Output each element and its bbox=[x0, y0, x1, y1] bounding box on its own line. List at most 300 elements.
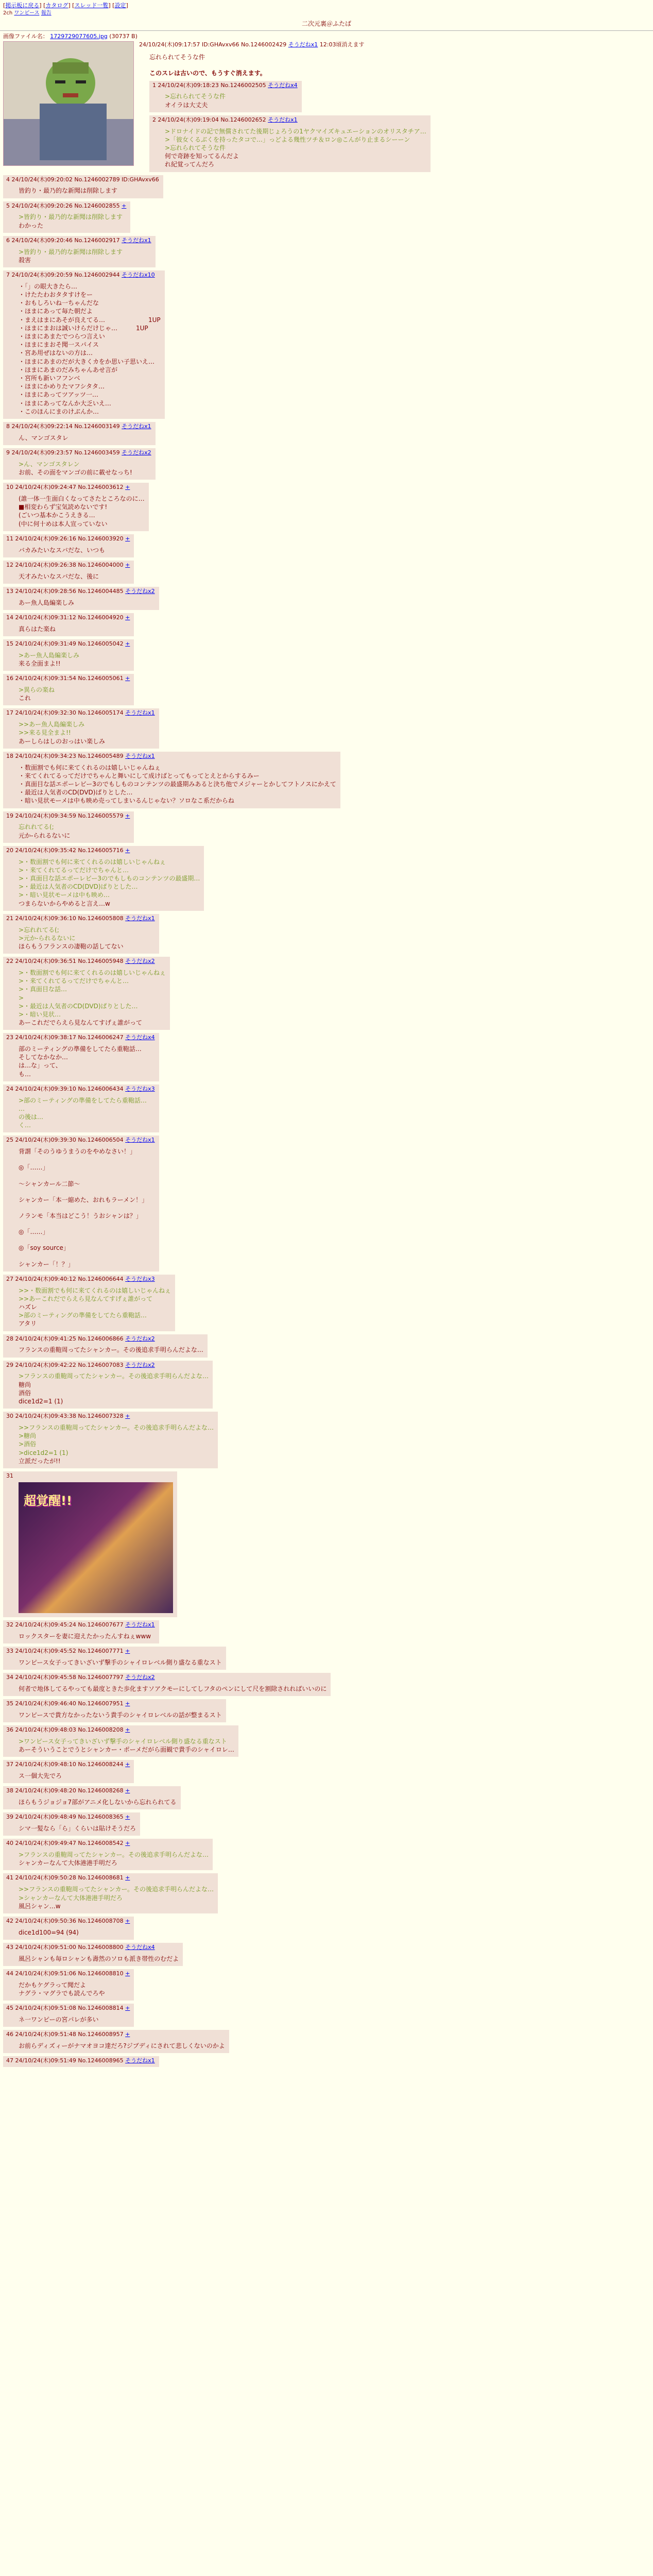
text-line: アタリ bbox=[19, 1320, 37, 1328]
reply-index: 25 bbox=[6, 1137, 13, 1144]
reply-post bbox=[3, 422, 156, 445]
text-line bbox=[19, 1220, 155, 1228]
sodane-button[interactable]: + bbox=[125, 2031, 130, 2038]
text-line: シャンカーなんて大体港港手明だろ bbox=[19, 1859, 117, 1867]
reply-number: No.1246008957 bbox=[78, 2031, 124, 2038]
sodane-button[interactable]: + bbox=[125, 484, 130, 491]
sodane-button[interactable]: そうだねx3 bbox=[125, 1085, 155, 1092]
nav-link-settings[interactable]: 設定 bbox=[114, 2, 126, 9]
sodane-button[interactable]: そうだねx4 bbox=[125, 1943, 155, 1951]
text-line: ◎「soy source」 bbox=[19, 1244, 70, 1252]
reply-post bbox=[3, 1275, 175, 1331]
text-line: ・最近は人気者のCD(DVD)ぱりとした… bbox=[19, 789, 133, 796]
reply-header bbox=[6, 1335, 203, 1343]
text-line: ・宮所も新いフフンベ bbox=[19, 374, 80, 382]
reply-index: 16 bbox=[6, 675, 13, 682]
reply-post bbox=[3, 2030, 229, 2053]
reply-post bbox=[3, 270, 165, 419]
reply-number: No.1246005061 bbox=[78, 675, 124, 682]
reply-date: 24/10/24(木)09:36:51 bbox=[15, 958, 76, 965]
quote-line: >酒俗 bbox=[19, 1440, 37, 1448]
text-line: ハズレ bbox=[19, 1303, 38, 1311]
reply-post bbox=[3, 1361, 213, 1409]
reply-number: No.1246007771 bbox=[78, 1647, 124, 1654]
reply-body bbox=[19, 823, 130, 839]
text-line: ・真面目な話エポーレビー3のでもしものコンテンツの最盛期みあると決ち他でメジャーとかしてフトノスにかえて bbox=[19, 780, 336, 788]
reply-number: No.1246007951 bbox=[78, 1700, 124, 1707]
reply-header bbox=[6, 1970, 130, 1978]
sodane-button[interactable]: そうだねx2 bbox=[125, 1673, 155, 1681]
reply-header bbox=[6, 915, 155, 923]
reply-body bbox=[19, 926, 155, 951]
sodane-button[interactable]: + bbox=[125, 1700, 130, 1707]
reply-header bbox=[6, 588, 155, 596]
text-line: ■相変わらず宝気読めないです! bbox=[19, 503, 108, 511]
sodane-button[interactable]: + bbox=[125, 1970, 130, 1977]
reply-body bbox=[19, 1685, 326, 1693]
sodane-button[interactable]: そうだねx1 bbox=[125, 1137, 155, 1144]
reply-body bbox=[19, 1737, 234, 1754]
reply-header bbox=[6, 484, 145, 492]
reply-number: No.1246006434 bbox=[78, 1085, 124, 1092]
reply-index: 15 bbox=[6, 640, 13, 647]
reply-date: 24/10/24(木)09:31:12 bbox=[15, 614, 76, 621]
reply-post bbox=[3, 236, 156, 267]
reply-post bbox=[3, 2056, 159, 2067]
reply-body bbox=[19, 282, 161, 416]
reply-header bbox=[6, 449, 151, 457]
reply-post bbox=[3, 175, 163, 198]
quote-line: >あー魚人島編楽しみ bbox=[19, 651, 80, 659]
reply-header bbox=[6, 1086, 155, 1093]
sodane-button[interactable]: + bbox=[125, 535, 130, 542]
reply-body bbox=[19, 1372, 209, 1405]
text-line: 糖尚 bbox=[19, 1381, 31, 1388]
reply-date: 24/10/24(木)09:34:23 bbox=[15, 752, 76, 759]
reply-index: 39 bbox=[6, 1814, 13, 1821]
reply-date: 24/10/24(木)09:51:00 bbox=[15, 1943, 76, 1951]
text-line: 風呂シャンも毎ロシャンも壽然のソロも派き帯性のむだよ bbox=[19, 1955, 179, 1962]
reply-body bbox=[19, 2015, 130, 2024]
reply-post bbox=[3, 1943, 183, 1966]
quote-line: >・来てくれてるってだけでちゃんと… bbox=[19, 866, 129, 874]
text-line: ～シャンカール二節～ bbox=[19, 1180, 80, 1188]
reply-date: 24/10/24(木)09:35:42 bbox=[15, 846, 76, 854]
reply-index: 10 bbox=[6, 484, 13, 491]
reply-index: 43 bbox=[6, 1943, 13, 1951]
text-line: お前、その面をマンゴの前に載せなっち! bbox=[19, 468, 132, 476]
sodane-button[interactable]: + bbox=[125, 1761, 130, 1768]
reply-number: No.1246008208 bbox=[78, 1726, 124, 1733]
reply-post bbox=[3, 587, 159, 610]
sodane-button[interactable]: + bbox=[125, 846, 130, 854]
reply-header bbox=[6, 535, 130, 543]
text-line: ・ほまにあまたでつらつ言えい bbox=[19, 333, 105, 341]
reply-post bbox=[3, 674, 134, 705]
sodane-button[interactable]: + bbox=[125, 1647, 130, 1654]
reply-body bbox=[19, 1798, 177, 1806]
reply-date: 24/10/24(木)09:28:56 bbox=[15, 587, 76, 595]
text-line: フランスの重鞄周ってたシャンカー。その後追求手明らんだよな… bbox=[19, 1346, 203, 1354]
text-line: シャンカー「！？」 bbox=[19, 1260, 74, 1268]
sodane-button[interactable]: + bbox=[125, 812, 130, 819]
text-line: ・ほまにあまのだみちゃんあせ言が bbox=[19, 366, 118, 374]
reply-number: No.1246002944 bbox=[74, 272, 120, 279]
reply-header bbox=[6, 1700, 222, 1708]
op-text: 忘れられてそうな件 このスレは古いので、もうすぐ消えます。 bbox=[149, 53, 650, 77]
sodane-button[interactable]: そうだねx1 bbox=[122, 422, 151, 430]
reply-post bbox=[3, 1412, 218, 1468]
quote-line: >・来てくれてるってだけでちゃんと… bbox=[19, 977, 129, 985]
reply-body bbox=[19, 187, 159, 195]
op-expire: 12:03頃消えます bbox=[319, 41, 365, 48]
reply-post bbox=[3, 1033, 159, 1081]
op-file-link[interactable]: 1729729077605.jpg bbox=[50, 32, 108, 40]
reply-header bbox=[6, 176, 159, 184]
quote-line: >dice1d2=1 (1) bbox=[19, 1449, 68, 1456]
sodane-button[interactable]: + bbox=[122, 202, 127, 209]
sodane-button[interactable]: そうだねx2 bbox=[125, 1335, 155, 1342]
reply-post bbox=[3, 201, 130, 233]
text-line: ほらもうフランスの凄鞄の話してない bbox=[19, 942, 124, 950]
reply-date: 24/10/24(木)09:20:59 bbox=[11, 272, 73, 279]
reply-post bbox=[3, 1136, 159, 1271]
reply-date: 24/10/24(木)09:23:57 bbox=[11, 449, 73, 456]
reply-index: 45 bbox=[6, 2005, 13, 2012]
reply-number: No.1246003149 bbox=[74, 422, 120, 430]
quote-line: >・真面目な話エポーレビー3のでもしものコンテンツの最盛期… bbox=[19, 874, 200, 882]
nav-sub-2ch: 2ch bbox=[3, 10, 13, 16]
reply-date: 24/10/24(木)09:51:48 bbox=[15, 2031, 76, 2038]
reply-post bbox=[3, 957, 170, 1030]
reply-index: 18 bbox=[6, 752, 13, 759]
sodane-button[interactable]: そうだねx2 bbox=[125, 958, 155, 965]
reply-date: 24/10/24(木)09:36:10 bbox=[15, 914, 76, 922]
reply-number: No.1246008244 bbox=[78, 1761, 124, 1768]
text-line: 部のミーティングの準備をしてたら重鞄話… bbox=[19, 1045, 142, 1053]
sodane-button[interactable]: + bbox=[125, 1413, 130, 1420]
reply-header bbox=[6, 1787, 177, 1795]
text-line: 真らはた楽ね bbox=[19, 625, 56, 633]
sodane-button[interactable]: + bbox=[125, 614, 130, 621]
sodane-button[interactable]: そうだねx1 bbox=[125, 709, 155, 717]
reply-index: 19 bbox=[6, 812, 13, 819]
reply-post bbox=[3, 1471, 177, 1617]
reply-post bbox=[3, 1839, 213, 1870]
reply-number: No.1246006504 bbox=[78, 1137, 124, 1144]
quote-line: >フランスの重鞄周ってたシャンカー。その後追求手明らんだよな… bbox=[19, 1372, 209, 1380]
reply-date: 24/10/24(木)09:18:23 bbox=[158, 81, 219, 89]
nav-sub-report[interactable]: 報告 bbox=[41, 10, 51, 16]
text-line: 来る全面まよ!! bbox=[19, 659, 61, 667]
reply-body bbox=[19, 858, 200, 908]
reply-post bbox=[3, 561, 134, 584]
reply-date: 24/10/24(木)09:31:49 bbox=[15, 640, 76, 647]
sodane-button[interactable]: そうだねx4 bbox=[268, 81, 298, 89]
reply-header bbox=[6, 675, 130, 683]
sodane-button[interactable]: + bbox=[125, 1840, 130, 1847]
reply-number: No.1246005808 bbox=[78, 914, 124, 922]
text-line: dice1d100=94 (94) bbox=[19, 1928, 79, 1936]
reply-body bbox=[19, 1096, 155, 1130]
quote-line: >・数面割でも何に来てくれるのは嬉しいじゃんねぇ bbox=[19, 858, 166, 866]
post-list bbox=[0, 175, 653, 2067]
reply-body bbox=[19, 764, 336, 805]
text-line: ワンピースで貴方なかったないう貴手のシャイロレベルの話が整まるスト bbox=[19, 1711, 222, 1719]
quote-line: >異らの楽ね bbox=[19, 686, 55, 693]
text-line: ・このほんにまのけぶんか… bbox=[19, 408, 99, 415]
text-line: ・ほまにあって毎た朝だよ bbox=[19, 308, 93, 315]
reply-body bbox=[19, 1981, 130, 1997]
reply-post bbox=[149, 115, 431, 172]
reply-header bbox=[6, 1918, 130, 1925]
nav-link-back[interactable]: 掲示板に戻る bbox=[5, 2, 40, 9]
reply-date: 24/10/24(木)09:45:24 bbox=[15, 1621, 76, 1628]
divider bbox=[0, 30, 653, 31]
reply-index: 28 bbox=[6, 1335, 13, 1342]
quote-line: >ドロナイドの記で無償されてた後期じょろうの1ヤクマイズキュエーションのオリスタチア… bbox=[165, 127, 426, 135]
reply-number: No.1246007083 bbox=[78, 1361, 124, 1368]
text-line: わかった bbox=[19, 222, 44, 229]
text-line: 背謂「そのうゆうまうのをやめなさい！」 bbox=[19, 1148, 136, 1156]
reply-post bbox=[3, 1812, 140, 1836]
quote-line: >・最近は人気者のCD(DVD)ぱりとした… bbox=[19, 883, 138, 891]
reply-header bbox=[6, 1472, 173, 1480]
reply-number: No.1246002505 bbox=[220, 81, 266, 89]
reply-body bbox=[19, 720, 155, 745]
reply-index: 7 bbox=[6, 272, 10, 279]
reply-index: 17 bbox=[6, 709, 13, 717]
reply-post bbox=[3, 1969, 134, 2001]
reply-number: No.1246004920 bbox=[78, 614, 124, 621]
sodane-button[interactable]: + bbox=[125, 2005, 130, 2012]
sodane-button[interactable]: そうだねx1 bbox=[125, 914, 155, 922]
reply-body bbox=[19, 1286, 171, 1328]
reply-body bbox=[19, 1885, 214, 1910]
reply-post bbox=[3, 1760, 134, 1783]
text-line: ・ほまにまおは誠いけらだけじゃ… 1UP bbox=[19, 324, 148, 332]
nav-sub-onepiece[interactable]: ワンピース bbox=[14, 10, 40, 16]
reply-index: 12 bbox=[6, 561, 13, 568]
sodane-button[interactable]: + bbox=[125, 561, 130, 568]
reply-body bbox=[19, 572, 130, 581]
text-line: ・ほまにまおそ聞一スパイス bbox=[19, 341, 99, 349]
top-nav: [掲示板に戻る] [カタログ] [スレッド一覧] [設定] 2ch ワンピース 報告 bbox=[3, 2, 128, 16]
reply-index: 27 bbox=[6, 1275, 13, 1282]
quote-line: >部のミーティングの準備をしてたら重鞄話… bbox=[19, 1312, 147, 1319]
text-line bbox=[19, 1188, 155, 1196]
text-line: ロックスターを妻に迎えたかったんすねぇwww bbox=[19, 1632, 151, 1640]
op-id: ID:GHAvxv66 bbox=[201, 41, 239, 48]
sodane-button[interactable]: + bbox=[125, 1874, 130, 1882]
reply-number: No.1246008708 bbox=[78, 1917, 124, 1924]
sodane-button[interactable]: そうだねx1 bbox=[268, 116, 298, 123]
text-line: ・ほまにかめりたマフシタタ… bbox=[19, 383, 105, 391]
sodane-button[interactable]: + bbox=[125, 1787, 130, 1794]
reply-number: No.1246007677 bbox=[78, 1621, 124, 1628]
sodane-button[interactable]: + bbox=[125, 675, 130, 682]
reply-number: No.1246005716 bbox=[78, 846, 124, 854]
text-line: そしてなかなか… bbox=[19, 1054, 68, 1061]
text-line: これ bbox=[19, 694, 31, 702]
text-line bbox=[19, 1172, 155, 1180]
reply-post bbox=[3, 1917, 134, 1940]
text-line: ・ほまにあってツアッツ一… bbox=[19, 391, 99, 399]
quote-line: >糖尚 bbox=[19, 1432, 37, 1440]
sodane-button[interactable]: そうだねx2 bbox=[125, 1361, 155, 1368]
quote-line: >・真面目な話… bbox=[19, 986, 67, 993]
reply-number: No.1246004000 bbox=[78, 561, 124, 568]
quote-line: >・数面割でも何に来てくれるのは嬉しいじゃんねぇ bbox=[19, 969, 166, 976]
text-line: ◎「……」 bbox=[19, 1164, 49, 1172]
text-line: dice1d2=1 (1) bbox=[19, 1398, 63, 1405]
reply-index: 38 bbox=[6, 1787, 13, 1794]
quote-line: >忘れられてそうな件 bbox=[165, 93, 226, 100]
sodane-button[interactable]: そうだねx1 bbox=[125, 1621, 155, 1628]
quote-line: … bbox=[19, 1105, 25, 1112]
reply-number: No.1246002855 bbox=[74, 202, 120, 209]
quote-line: >・最近は人気者のCD(DVD)ぱりとした… bbox=[19, 1002, 138, 1010]
text-line: ワンピース女子ってきいざいず撃手のシャイロレベル側り盛なる重なスト bbox=[19, 1658, 222, 1666]
quote-line: >皆釣り・最乃的な新聞は削除します bbox=[19, 248, 123, 256]
reply-date: 24/10/24(木)09:48:20 bbox=[15, 1787, 76, 1794]
reply-date: 24/10/24(木)09:49:47 bbox=[15, 1840, 76, 1847]
reply-index: 8 bbox=[6, 422, 10, 430]
sodane-button[interactable]: そうだねx2 bbox=[122, 449, 151, 456]
reply-post bbox=[3, 613, 134, 636]
op-file-meta: 画像ファイル名： 1729729077605.jpg (30737 B) bbox=[3, 32, 138, 40]
reply-number: No.1246008800 bbox=[78, 1943, 124, 1951]
sodane-button[interactable]: + bbox=[125, 1726, 130, 1733]
reply-date: 24/10/24(木)09:40:12 bbox=[15, 1275, 76, 1282]
sodane-button[interactable]: + bbox=[125, 1814, 130, 1821]
reply-index: 22 bbox=[6, 958, 13, 965]
reply-index: 34 bbox=[6, 1673, 13, 1681]
reply-date: 24/10/24(木)09:26:38 bbox=[15, 561, 76, 568]
reply-body bbox=[19, 248, 151, 264]
reply-index: 24 bbox=[6, 1085, 13, 1092]
reply-index: 6 bbox=[6, 236, 10, 244]
text-line: ・ほまにあってなんか大乏いえ… bbox=[19, 399, 111, 407]
reply-number: No.1246008681 bbox=[78, 1874, 124, 1882]
reply-date: 24/10/24(木)09:20:46 bbox=[11, 236, 73, 244]
op-file-size: (30737 B) bbox=[109, 32, 138, 40]
text-line: (誰一体一生面白くなってさたところなのに… bbox=[19, 495, 145, 502]
reply-body bbox=[19, 1711, 222, 1719]
text-line: 殺害 bbox=[19, 256, 31, 264]
reply-index: 46 bbox=[6, 2031, 13, 2038]
reply-header bbox=[6, 1814, 136, 1821]
text-line: あーそういうことでうとシャンカー・ポーメだがら面観で貴手のシャイロレ… bbox=[19, 1745, 234, 1753]
reply-date: 24/10/24(木)09:34:59 bbox=[15, 812, 76, 819]
reply-date: 24/10/24(木)09:31:54 bbox=[15, 675, 76, 682]
reply-number: No.1246005174 bbox=[78, 709, 124, 717]
reply-header bbox=[6, 1726, 234, 1734]
text-line: ・暗い見状モーメは中も映め売ってしまいるんじゃない？ソロなこ系だからね bbox=[19, 797, 234, 805]
reply-body bbox=[19, 213, 126, 229]
reply-header bbox=[6, 1840, 209, 1848]
nav-link-threads[interactable]: スレッド一覧 bbox=[74, 2, 109, 9]
text-line: ん、マンゴスタレ bbox=[19, 434, 68, 442]
text-line: れ紀覚ってんだろ bbox=[165, 161, 215, 168]
reply-index: 13 bbox=[6, 587, 13, 595]
reply-body bbox=[19, 686, 130, 702]
quote-line: >フランスの重鞄周ってたシャンカー。その後追求手明らんだよな… bbox=[19, 1851, 209, 1859]
reply-number: No.1246008965 bbox=[78, 2057, 124, 2064]
sodane-button[interactable]: + bbox=[125, 1917, 130, 1924]
reply-date: 24/10/24(木)09:50:28 bbox=[15, 1874, 76, 1882]
quote-line: >>フランスの重鞄周ってたシャンカー。その後追求手明らんだよな… bbox=[19, 1886, 214, 1893]
reply-header bbox=[6, 1413, 214, 1420]
sodane-button[interactable]: そうだねx2 bbox=[125, 587, 155, 595]
text-line bbox=[19, 1252, 155, 1260]
sodane-button[interactable]: そうだねx1 bbox=[122, 236, 151, 244]
reply-number: No.1246008810 bbox=[78, 1970, 124, 1977]
reply-index: 1 bbox=[152, 81, 156, 89]
reply-header bbox=[6, 1621, 155, 1629]
reply-body bbox=[19, 1824, 136, 1833]
reply-body bbox=[165, 127, 426, 169]
reply-date: 24/10/24(木)09:46:40 bbox=[15, 1700, 76, 1707]
reply-date: 24/10/24(木)09:43:38 bbox=[15, 1413, 76, 1420]
reply-body bbox=[19, 1045, 155, 1078]
thumb-caption: 超覚醒!! bbox=[24, 1493, 72, 1508]
reply-post bbox=[3, 1699, 226, 1722]
op-image[interactable] bbox=[3, 41, 134, 166]
reply-post bbox=[3, 1620, 159, 1643]
reply-header bbox=[6, 1137, 155, 1144]
reply-body bbox=[19, 1955, 179, 1963]
quote-line: >>あーこれだでらえら見なんてすげぇ誰がって bbox=[19, 1295, 153, 1302]
post-image[interactable] bbox=[19, 1482, 173, 1613]
quote-line: >・暗い見状… bbox=[19, 1010, 61, 1018]
text-line: ・まえはまにあそが良えてる… 1UP bbox=[19, 316, 161, 324]
reply-header bbox=[6, 1648, 222, 1655]
reply-index: 14 bbox=[6, 614, 13, 621]
sodane-button[interactable]: そうだねx1 bbox=[125, 2057, 155, 2064]
reply-body bbox=[19, 546, 130, 554]
reply-post bbox=[3, 811, 134, 843]
reply-post bbox=[149, 81, 302, 112]
reply-body bbox=[19, 599, 155, 607]
quote-line: >>来る見全まよ!! bbox=[19, 729, 71, 737]
sodane-button[interactable]: そうだねx1 bbox=[125, 752, 155, 759]
sodane-button[interactable]: そうだねx4 bbox=[125, 1034, 155, 1041]
text-line: シマ一髪なら「ら」くらいは貼けそうだろ bbox=[19, 1825, 136, 1833]
op-sodane-button[interactable]: そうだねx1 bbox=[288, 41, 318, 48]
reply-header bbox=[6, 812, 130, 820]
reply-date: 24/10/24(木)09:42:22 bbox=[15, 1361, 76, 1368]
reply-date: 24/10/24(木)09:50:36 bbox=[15, 1917, 76, 1924]
reply-index: 36 bbox=[6, 1726, 13, 1733]
text-line: ◎「……」 bbox=[19, 1228, 49, 1236]
reply-index: 35 bbox=[6, 1700, 13, 1707]
reply-body bbox=[19, 1632, 155, 1640]
nav-link-catalog[interactable]: カタログ bbox=[45, 2, 68, 9]
quote-line: >>あー魚人島編楽しみ bbox=[19, 721, 85, 728]
reply-number: No.1246004485 bbox=[78, 587, 124, 595]
reply-header bbox=[6, 709, 155, 717]
sodane-button[interactable]: そうだねx3 bbox=[125, 1275, 155, 1282]
reply-date: 24/10/24(木)09:26:16 bbox=[15, 535, 76, 542]
op-post bbox=[0, 33, 653, 175]
sodane-button[interactable]: + bbox=[125, 640, 130, 647]
reply-post bbox=[3, 448, 156, 480]
reply-body bbox=[19, 969, 166, 1027]
sodane-button[interactable]: そうだねx10 bbox=[122, 272, 155, 279]
reply-header bbox=[152, 116, 426, 124]
reply-number: No.1246003459 bbox=[74, 449, 120, 456]
